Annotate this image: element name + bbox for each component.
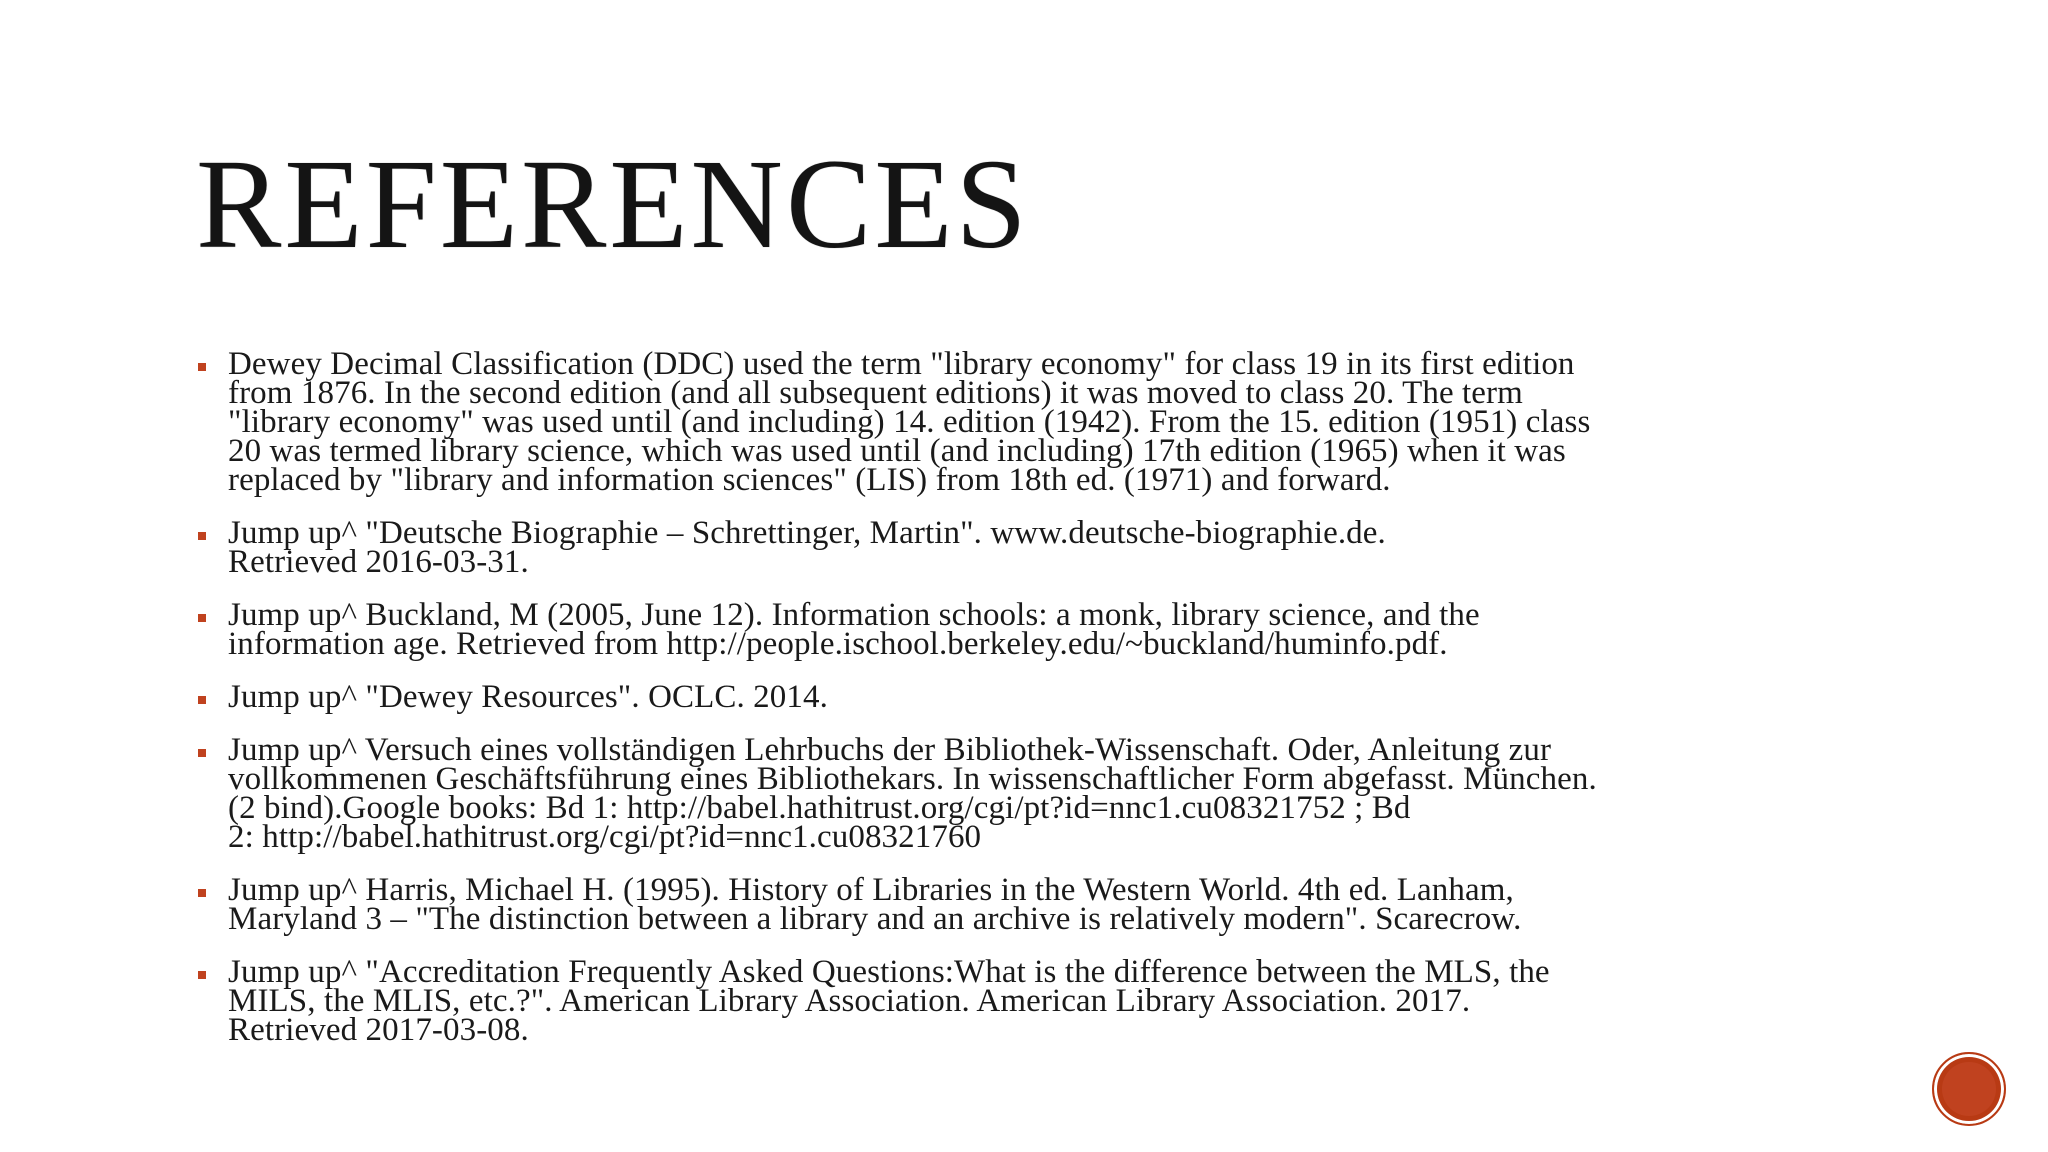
reference-item: [192, 679, 1912, 715]
square-bullet-icon: [198, 889, 206, 897]
square-bullet-icon: [198, 532, 206, 540]
slide-title: REFERENCES: [196, 133, 1030, 275]
reference-text: Dewey Decimal Classification (DDC) used the term "library economy" for class 19 in its first edition from 1876. In the second edition (and all subsequent editions) it was moved to class 20. The term "library economy" was used until (and including) 14. edition (1942). From the 15. edition (1951) class 20 was termed library science, which was used until (and including) 17th edition (1965) when it was replaced by "library and information sciences" (LIS) from 18th ed. (1971) and forward.: [228, 346, 1591, 498]
square-bullet-icon: [198, 749, 206, 757]
reference-item: [192, 872, 1912, 937]
circle-icon: [1942, 1062, 1996, 1116]
reference-text: Jump up^ Harris, Michael H. (1995). History of Libraries in the Western World. 4th ed. Lanham, Maryland 3 – "The distinction between a library and an archive is relatively modern". Scarecrow.: [228, 872, 1522, 937]
slide-nav-button[interactable]: [1932, 1052, 2006, 1126]
reference-text: Jump up^ "Accreditation Frequently Asked Questions:What is the difference between the MLS, the MILS, the MLIS, etc.?". American Library Association. American Library Association. 2017. Retrieved 2017-03-08.: [228, 954, 1550, 1048]
square-bullet-icon: [198, 696, 206, 704]
reference-item: [192, 954, 1912, 1048]
reference-item: [192, 597, 1912, 662]
reference-item: [192, 346, 1912, 498]
reference-item: [192, 515, 1912, 580]
reference-text: Jump up^ "Deutsche Biographie – Schrettinger, Martin". www.deutsche-biographie.de. Retrieved 2016-03-31.: [228, 515, 1386, 580]
reference-text: Jump up^ Buckland, M (2005, June 12). Information schools: a monk, library science, and the information age. Retrieved from http://people.ischool.berkeley.edu/~buckland/huminfo.pdf.: [228, 597, 1480, 662]
square-bullet-icon: [198, 971, 206, 979]
references-list: [192, 346, 1912, 1048]
reference-text: Jump up^ "Dewey Resources". OCLC. 2014.: [228, 679, 828, 715]
references-content: [192, 346, 1912, 1090]
reference-text: Jump up^ Versuch eines vollständigen Lehrbuchs der Bibliothek-Wissenschaft. Oder, Anleitung zur vollkommenen Geschäftsführung eines Bibliothekars. In wissenschaftlicher Form abgefasst. München. (2 bind).Google books: Bd 1: http://babel.hathitrust.org/cgi/pt?id=nnc1.cu08321752 ; Bd 2: http://babel.hathitrust.org/cgi/pt?id=nnc1.cu08321760: [228, 732, 1597, 855]
square-bullet-icon: [198, 363, 206, 371]
square-bullet-icon: [198, 614, 206, 622]
reference-item: [192, 732, 1912, 855]
